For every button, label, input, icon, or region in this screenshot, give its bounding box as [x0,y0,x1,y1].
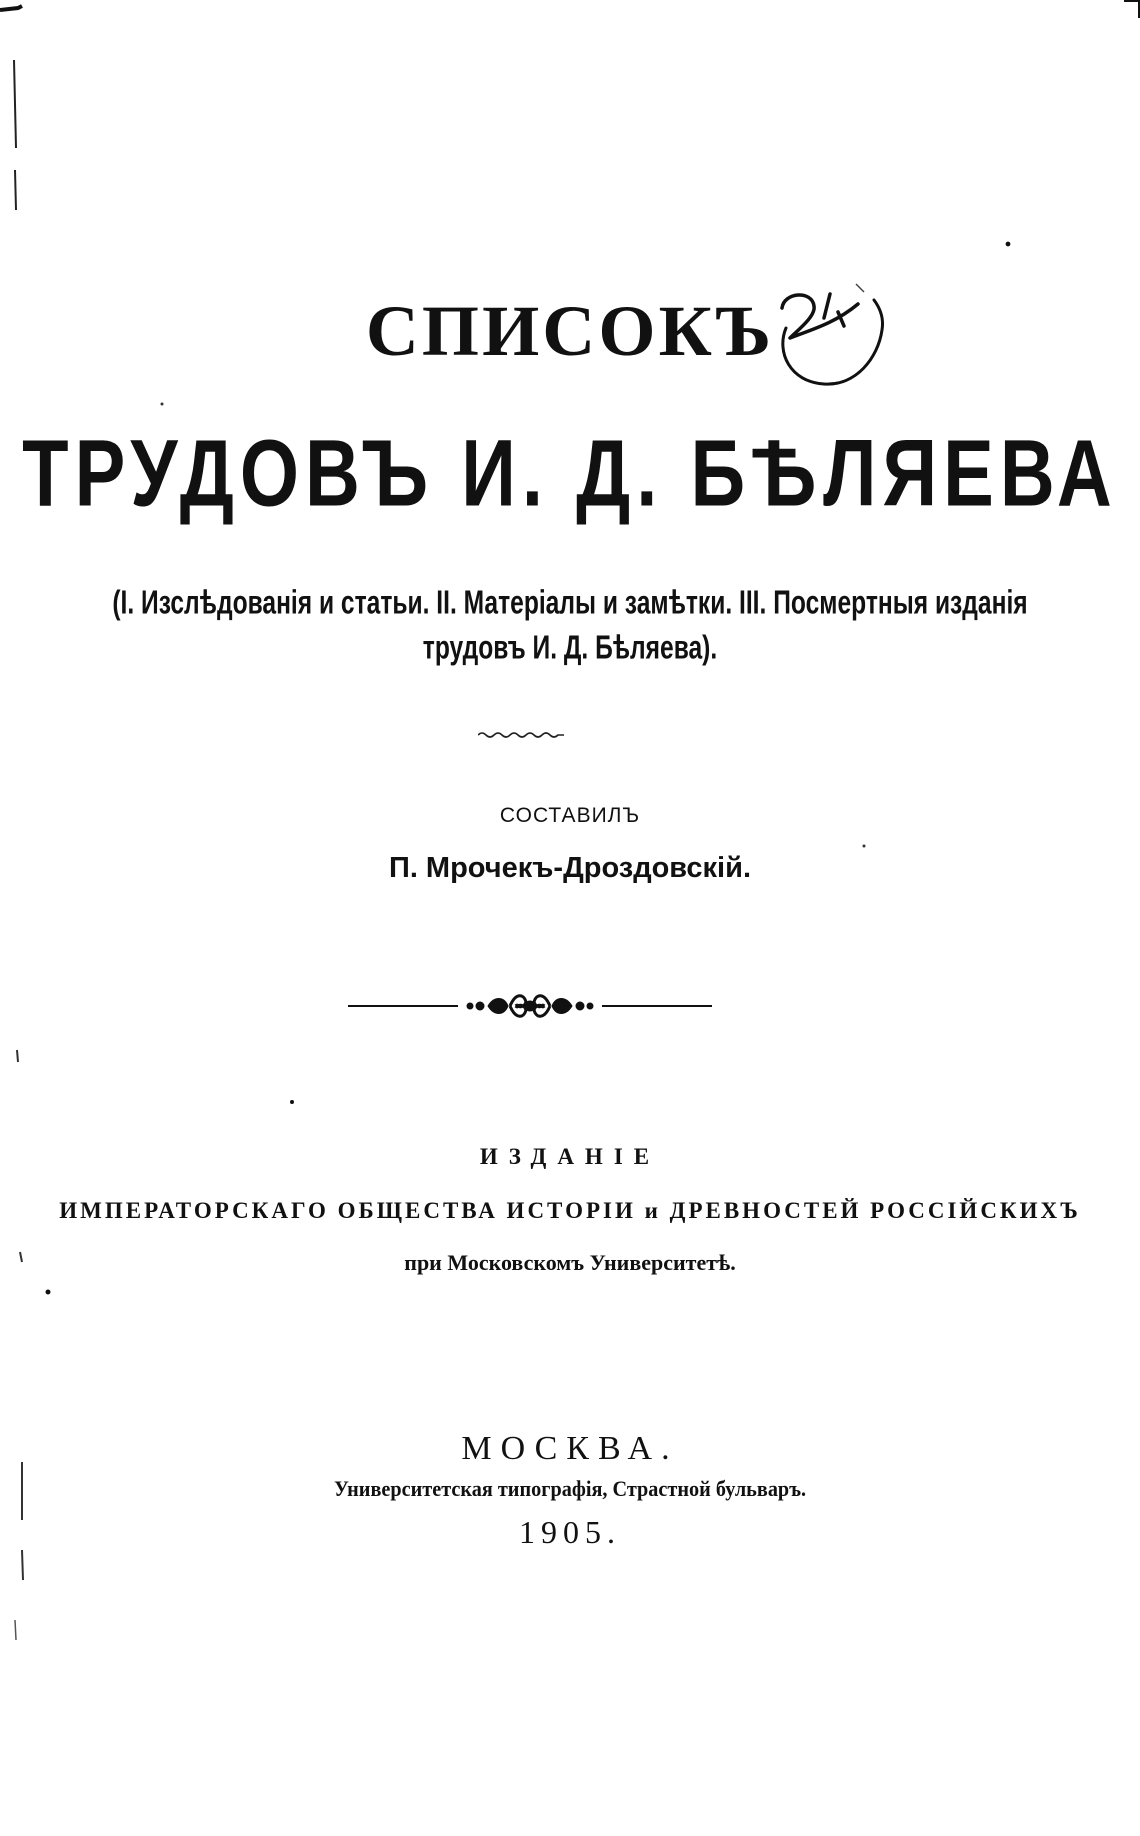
title-main: СПИСОКЪ [365,291,775,371]
short-ornamental-rule [478,730,564,740]
compiled-by-label: СОСТАВИЛЪ [499,804,641,827]
publisher-society: ИМПЕРАТОРСКАГО ОБЩЕСТВА ИСТОРІИ и ДРЕВНОСТЕЙ РОССІЙСКИХЪ [59,1198,1081,1223]
publisher-university: при Московскомъ Университетѣ. [404,1250,736,1275]
contents-description [103,581,1038,671]
ornamental-divider [348,988,712,1024]
contents-line-2: трудовъ И. Д. Бѣляева). [422,629,718,667]
imprint-printer: Университетская типографія, Страстной бульваръ. [333,1476,807,1501]
imprint-year: 1905. [519,1514,621,1550]
imprint-city: МОСКВА. [461,1430,679,1467]
edition-label: ИЗДАНІЕ [479,1144,661,1169]
compiler-name: П. Мрочекъ-Дроздовскій. [388,852,752,884]
contents-line-1: (I. Изслѣдованія и статьи. II. Матеріалы и замѣтки. III. Посмертныя изданія [112,584,1028,622]
title-subtitle: ТРУДОВЪ И. Д. БѢЛЯЕВА [22,420,1118,527]
